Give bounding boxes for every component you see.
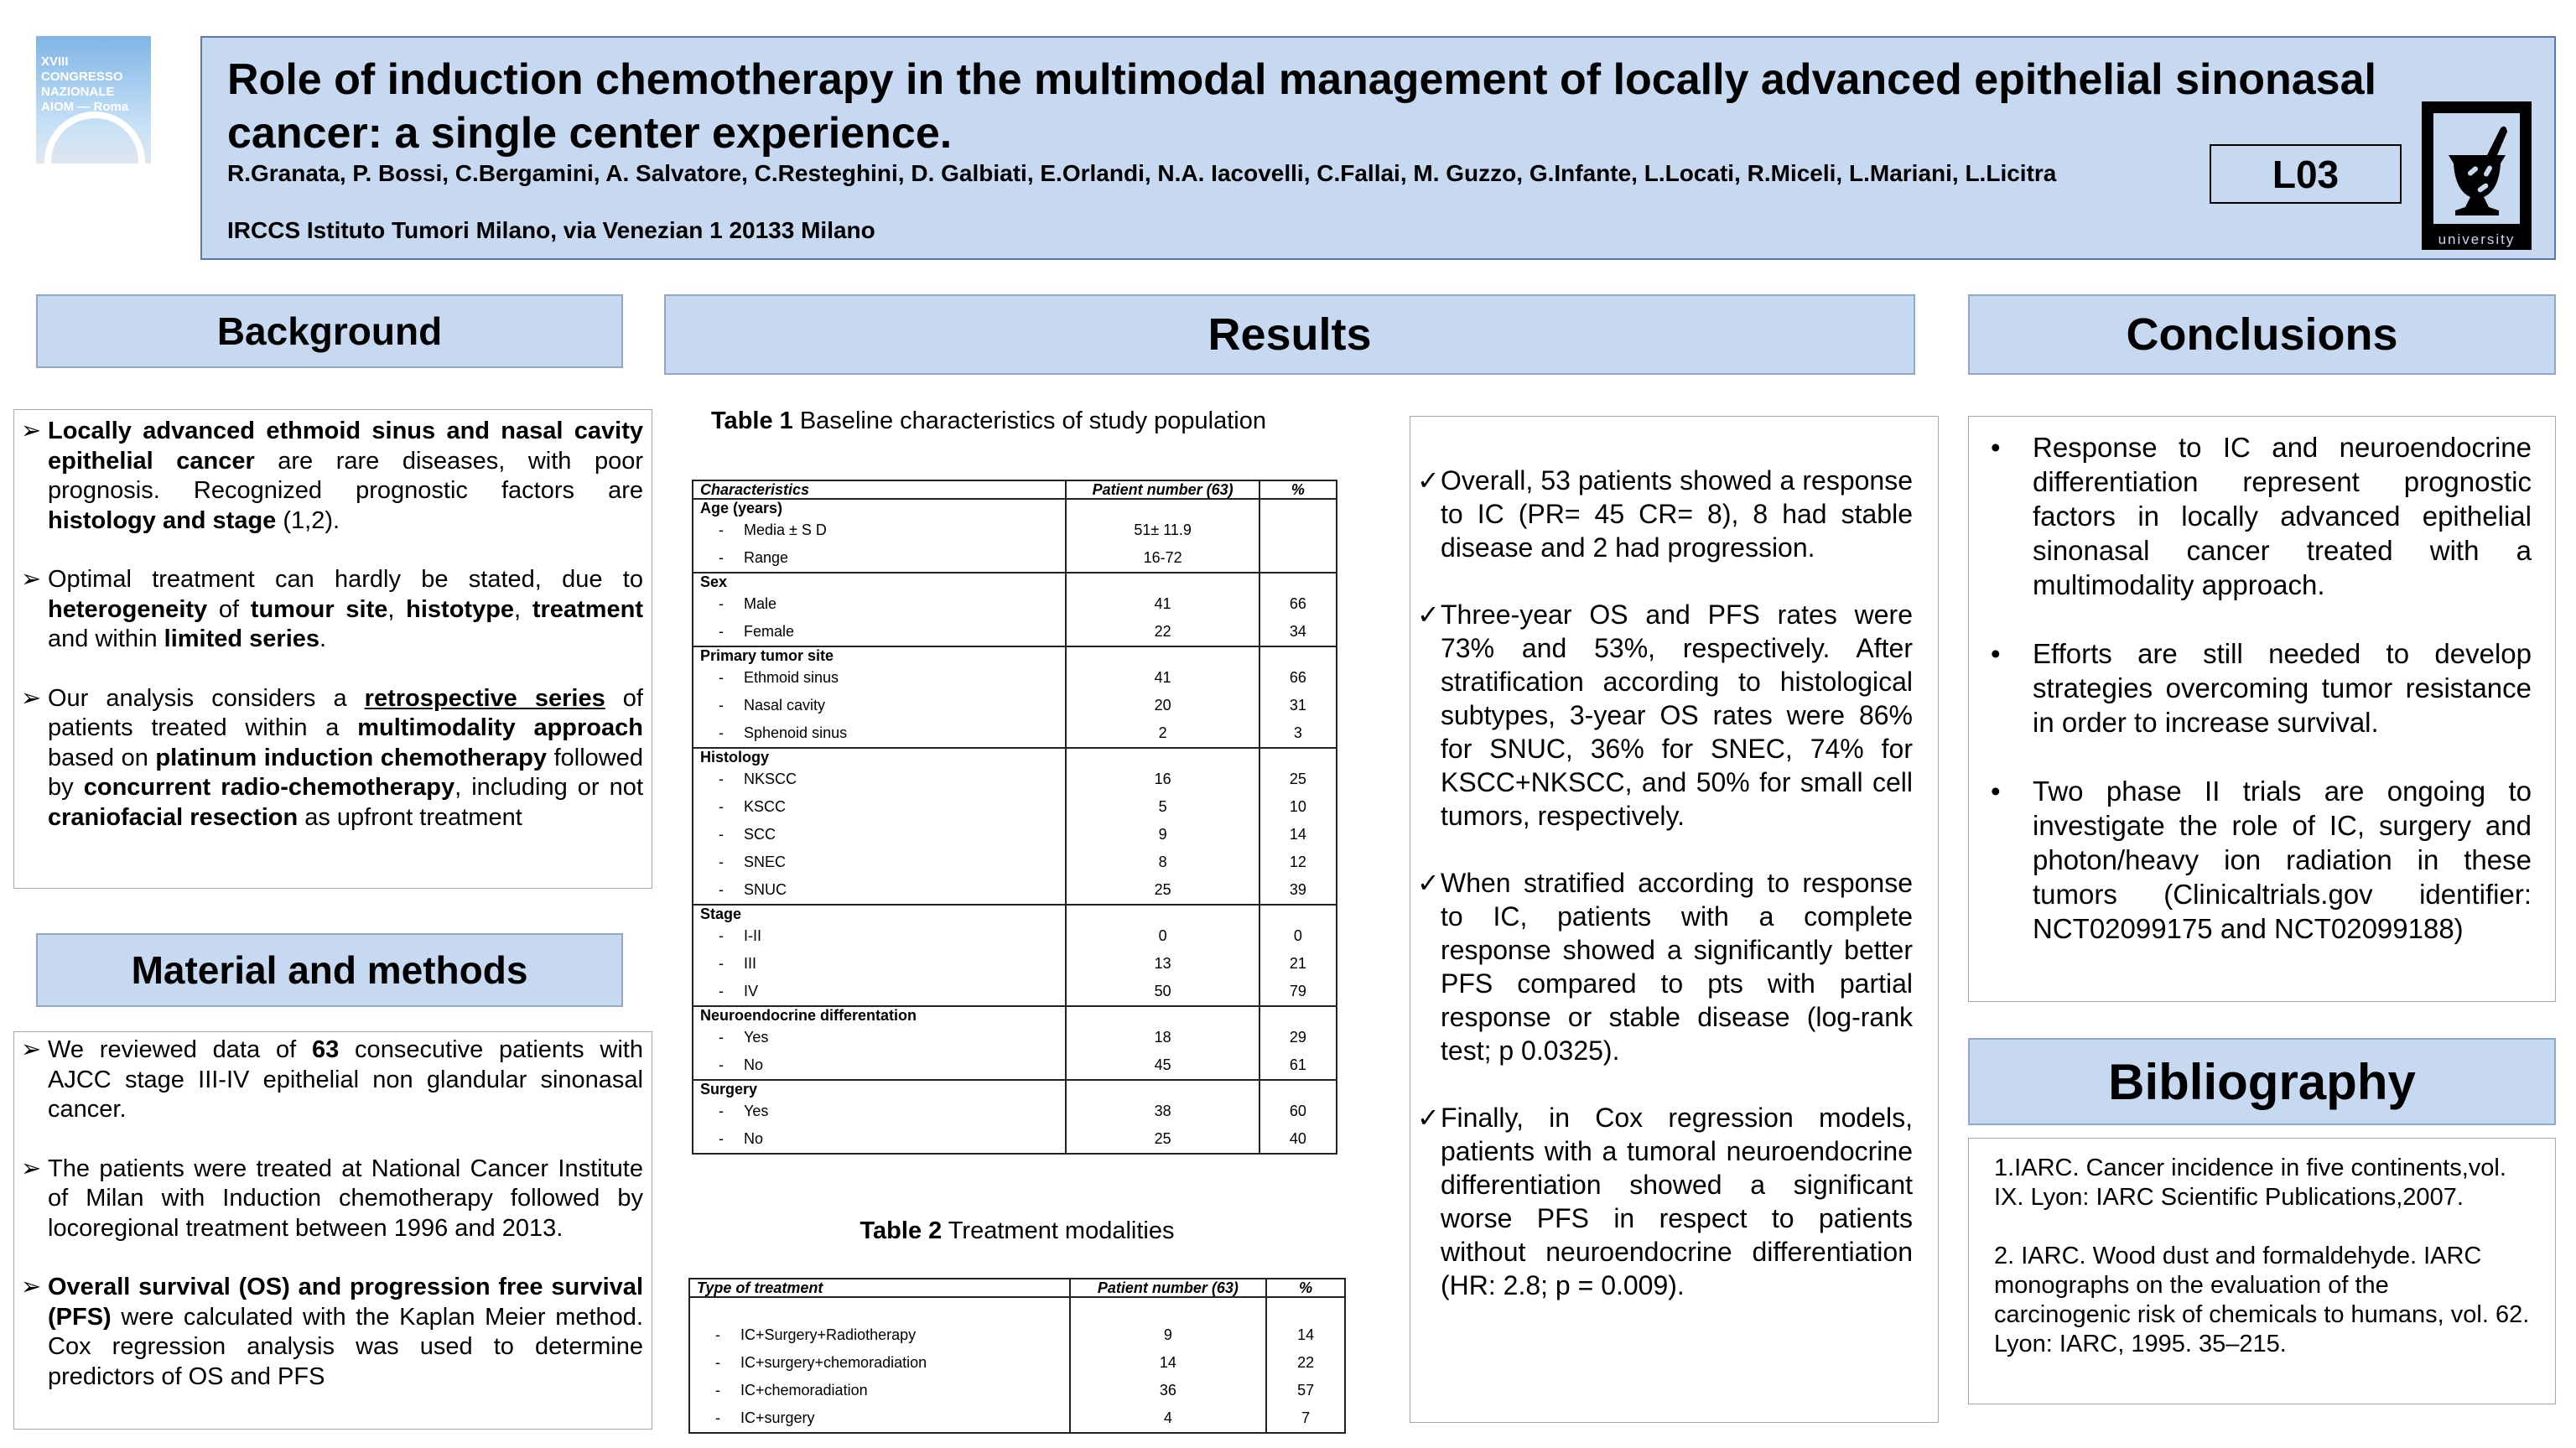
group-row	[693, 499, 1337, 516]
authors: R.Granata, P. Bossi, C.Bergamini, A. Salvatore, C.Resteghini, D. Galbiati, E.Orlandi, N.A. Iacovelli, C.Fallai, M. Guzzo, G.Infante, L.Locati, R.Miceli, L.Mariani, L.Licitra	[227, 160, 2057, 186]
row-label: IC+Surgery+Radiotherapy	[740, 1326, 917, 1343]
percent: 61	[1289, 1056, 1306, 1073]
percent: 21	[1289, 955, 1306, 972]
bullet-icon: •	[1991, 776, 2001, 807]
group-label: Age (years)	[693, 499, 1066, 516]
patient-number: 41	[1154, 669, 1171, 686]
bullet-paragraph	[14, 1273, 643, 1392]
percent: 22	[1297, 1354, 1315, 1371]
bullet-icon: ✓	[1417, 1103, 1440, 1133]
table-row: - I-II 0 0	[693, 922, 1337, 950]
text-run: (1,2).	[276, 506, 340, 534]
row-label: Male	[744, 595, 777, 612]
table-row: - Yes 18 29	[693, 1024, 1337, 1051]
table-row: - Yes 38 60	[693, 1098, 1337, 1125]
results-paragraphs	[1410, 464, 1913, 1302]
table-row: - Nasal cavity 20 31	[693, 692, 1337, 719]
row-label: KSCC	[744, 798, 787, 815]
percent: 66	[1289, 669, 1306, 686]
patient-number: 5	[1158, 798, 1167, 815]
bullet-icon: •	[1991, 638, 2001, 669]
group-label: Primary tumor site	[693, 646, 1066, 664]
text-run: followed by	[48, 744, 643, 801]
row-label: Yes	[744, 1029, 769, 1046]
text-run: When stratified according to response to IC, patients with a complete response showed a significantly better PFS compared to pts with partial response or stable disease (log-rank test; p 0.0325).	[1441, 868, 1913, 1066]
group-label: Histology	[693, 748, 1066, 766]
text-run: are rare diseases, with poor prognosis. Recognized prognostic factors are	[48, 447, 643, 504]
group-row	[693, 1080, 1337, 1098]
patient-number: 8	[1158, 854, 1167, 870]
group-label: Surgery	[693, 1080, 1066, 1098]
row-label: Ethmoid sinus	[744, 669, 839, 686]
methods-heading: Material and methods	[36, 933, 623, 1007]
bridge-arch	[44, 112, 145, 185]
data-table	[692, 480, 1337, 1155]
group-row	[693, 905, 1337, 922]
percent: 79	[1289, 983, 1306, 999]
bullet-paragraph	[14, 417, 643, 536]
table-row: - No 25 40	[693, 1125, 1337, 1154]
poster-title: Role of induction chemotherapy in the multimodal management of locally advanced epithelial sinonasal cancer: a single center experience.	[227, 55, 2376, 158]
bullet-icon: ✓	[1417, 868, 1440, 898]
row-label: Yes	[744, 1103, 769, 1119]
bullet-paragraph	[14, 684, 643, 833]
table-row: - IC+chemoradiation 36 57	[689, 1377, 1345, 1404]
text-run: The patients were treated at National Cancer Institute of Milan with Induction chemotherapy followed by locoregional treatment between 1996 and 2013.	[48, 1155, 643, 1242]
row-label: IC+chemoradiation	[740, 1382, 868, 1399]
table-row: - IC+surgery+chemoradiation 14 22	[689, 1349, 1345, 1377]
text-run: histology and stage	[48, 506, 277, 534]
text-run: consecutive patients with AJCC stage III-IV epithelial non glandular sinonasal cancer.	[48, 1036, 643, 1123]
bullet-paragraph	[14, 1155, 643, 1244]
conference-logo-text: XVIII CONGRESSO NAZIONALE AIOM — Roma	[41, 54, 129, 114]
text-run: treatment	[532, 595, 643, 623]
bibliography-heading: Bibliography	[1968, 1038, 2556, 1125]
data-table	[688, 1278, 1346, 1434]
bullet-paragraph	[14, 565, 643, 655]
university-logo	[2422, 101, 2532, 250]
row-label: Media ± S D	[744, 522, 827, 538]
text-run: multimodality approach	[357, 714, 643, 741]
patient-number: 9	[1158, 826, 1167, 843]
text-run: ,	[514, 595, 532, 623]
text-run: Three-year OS and PFS rates were 73% and 53%, respectively. After stratification according to histological subtypes, 3-year OS rates were 86% for SNUC, 36% for SNEC, 74% for KSCC+NKSCC, and 50% for small cell tumors, respectively.	[1441, 599, 1913, 831]
table-row: - NKSCC 16 25	[693, 766, 1337, 793]
background-heading: Background	[36, 294, 623, 368]
patient-number: 14	[1159, 1354, 1176, 1371]
bullet-paragraph	[1969, 636, 2532, 740]
percent: 0	[1293, 927, 1302, 944]
text-run: were calculated with the Kaplan Meier method. Cox regression analysis was used to determine predictors of OS and PFS	[48, 1303, 643, 1390]
percent: 66	[1289, 595, 1306, 612]
conclusions-paragraphs	[1969, 430, 2532, 946]
row-label: No	[744, 1130, 764, 1147]
row-label: SNUC	[744, 881, 787, 898]
table-row: - No 45 61	[693, 1051, 1337, 1080]
patient-number: 25	[1154, 1130, 1171, 1147]
text-run: tumour site	[250, 595, 388, 623]
group-row	[693, 1006, 1337, 1024]
percent: 40	[1289, 1130, 1306, 1147]
text-run: Efforts are still needed to develop strategies overcoming tumor resistance in order to increase survival.	[2033, 638, 2532, 738]
percent: 10	[1289, 798, 1306, 815]
table-row: - IV 50 79	[693, 978, 1337, 1006]
patient-number: 51± 11.9	[1134, 522, 1192, 538]
bullet-paragraph	[1410, 1101, 1913, 1302]
text-run: craniofacial resection	[48, 803, 299, 831]
table-row: - IC+Surgery+Radiotherapy 9 14	[689, 1321, 1345, 1349]
patient-number: 18	[1154, 1029, 1171, 1046]
column-header: Type of treatment	[689, 1279, 1070, 1297]
methods-paragraphs	[14, 1035, 643, 1392]
text-run: limited series	[164, 625, 320, 652]
bullet-icon: ➢	[21, 1036, 42, 1063]
percent: 12	[1289, 854, 1306, 870]
group-row	[693, 748, 1337, 766]
row-label: No	[744, 1056, 764, 1073]
row-label: Female	[744, 623, 795, 640]
patient-number: 22	[1154, 623, 1171, 640]
patient-number: 36	[1159, 1382, 1176, 1399]
table-row: - Ethmoid sinus 41 66	[693, 664, 1337, 692]
text-run: Our analysis considers a	[48, 684, 365, 712]
text-run: Response to IC and neuroendocrine differentiation represent prognostic factors in locally advanced epithelial sinonasal cancer treated with a multimodality approach.	[2033, 432, 2532, 600]
conference-logo	[36, 36, 151, 185]
table-row: - III 13 21	[693, 950, 1337, 978]
patient-number: 25	[1154, 881, 1171, 898]
percent: 29	[1289, 1029, 1306, 1046]
percent: 7	[1301, 1409, 1311, 1426]
table1-caption: Table 1 Baseline characteristics of study population	[711, 407, 1266, 434]
row-label: Sphenoid sinus	[744, 724, 848, 741]
background-paragraphs	[14, 417, 643, 833]
patient-number: 16	[1154, 771, 1171, 787]
patient-number: 4	[1163, 1409, 1172, 1426]
patient-number: 16-72	[1143, 549, 1182, 566]
logo-caption: university	[2438, 231, 2516, 247]
text-run: .	[319, 625, 327, 652]
patient-number: 41	[1154, 595, 1171, 612]
bullet-icon: ➢	[21, 418, 42, 444]
table2-caption: Table 2 Treatment modalities	[860, 1217, 1175, 1244]
bullet-icon: ✓	[1417, 465, 1440, 496]
column-header: Patient number (63)	[1066, 480, 1259, 499]
text-run: Optimal treatment can hardly be stated, due to	[48, 566, 643, 593]
results-heading: Results	[664, 294, 1915, 375]
text-run: Overall survival (OS) and progression free survival (PFS)	[48, 1274, 643, 1331]
percent: 57	[1297, 1382, 1315, 1399]
text-run: 63	[311, 1036, 340, 1063]
bullet-icon: ➢	[21, 566, 42, 593]
patient-number: 9	[1163, 1326, 1172, 1343]
text-run: based on	[48, 744, 156, 771]
patient-number: 50	[1154, 983, 1171, 999]
bullet-icon: ➢	[21, 684, 42, 712]
percent: 25	[1289, 771, 1306, 787]
conclusions-section	[1968, 416, 2556, 1002]
patient-number: 13	[1154, 955, 1171, 972]
row-label: SCC	[744, 826, 776, 843]
text-run: of patients treated within a	[48, 684, 643, 741]
row-label: IC+surgery	[740, 1409, 815, 1426]
text-run: heterogeneity	[48, 595, 208, 623]
table-row: - SNUC 25 39	[693, 876, 1337, 905]
row-label: IC+surgery+chemoradiation	[740, 1354, 927, 1371]
text-run: retrospective series	[364, 684, 605, 712]
table-row: - KSCC 5 10	[693, 793, 1337, 821]
group-row	[689, 1297, 1345, 1321]
patient-number: 20	[1154, 697, 1171, 714]
text-run: of	[207, 595, 251, 623]
percent: 34	[1289, 623, 1306, 640]
table-row: - Range 16-72	[693, 544, 1337, 573]
bullet-icon: ✓	[1417, 599, 1440, 630]
bullet-paragraph	[14, 1035, 643, 1125]
bullet-paragraph	[1969, 430, 2532, 602]
text-run: Finally, in Cox regression models, patients with a tumoral neuroendocrine differentiation showed a significant worse PFS in respect to patients without neuroendocrine differentiation (HR: 2.8; p = 0.009).	[1441, 1103, 1913, 1300]
patient-number: 0	[1158, 927, 1167, 944]
row-label: SNEC	[744, 854, 787, 870]
text-run: ,	[387, 595, 407, 623]
results-findings	[1410, 416, 1939, 1423]
column-header: %	[1266, 1279, 1345, 1297]
group-row	[693, 646, 1337, 664]
column-header: Characteristics	[693, 480, 1066, 499]
conclusions-heading: Conclusions	[1968, 294, 2556, 375]
table2	[688, 1278, 1346, 1434]
bibliography-item: 2. IARC. Wood dust and formaldehyde. IARC monographs on the evaluation of the carcinogenic risk of chemicals to humans, vol. 62. Lyon: IARC, 1995. 35–215.	[1994, 1243, 2530, 1357]
bullet-icon: •	[1991, 432, 2001, 463]
bibliography-section	[1968, 1138, 2556, 1404]
row-label: Range	[744, 549, 789, 566]
methods-section	[13, 1031, 652, 1430]
bullet-paragraph	[1410, 598, 1913, 833]
group-label	[689, 1297, 1070, 1321]
percent: 14	[1289, 826, 1306, 843]
bullet-paragraph	[1410, 866, 1913, 1067]
text-run: concurrent radio-chemotherapy	[83, 774, 455, 801]
table-row: - Media ± S D 51± 11.9	[693, 516, 1337, 544]
column-header: Patient number (63)	[1070, 1279, 1267, 1297]
background-section	[13, 409, 652, 889]
table-row: - Male 41 66	[693, 590, 1337, 618]
table-row: - Female 22 34	[693, 618, 1337, 646]
poster-header	[200, 36, 2556, 260]
row-label: I-II	[744, 927, 761, 944]
group-label: Neuroendocrine differentation	[693, 1006, 1066, 1024]
percent: 31	[1289, 697, 1306, 714]
table1	[692, 480, 1337, 1155]
table-row: - SNEC 8 12	[693, 849, 1337, 876]
bibliography-item: 1.IARC. Cancer incidence in five continents,vol. IX. Lyon: IARC Scientific Publications,2007.	[1994, 1155, 2506, 1211]
row-label: IV	[744, 983, 759, 999]
text-run: platinum induction chemotherapy	[155, 744, 548, 771]
table-row: - SCC 9 14	[693, 821, 1337, 849]
text-run: Overall, 53 patients showed a response to IC (PR= 45 CR= 8), 8 had stable disease and 2 had progression.	[1441, 465, 1913, 563]
table-row: - IC+surgery 4 7	[689, 1404, 1345, 1433]
affiliation: IRCCS Istituto Tumori Milano, via Venezian 1 20133 Milano	[227, 217, 875, 243]
row-label: III	[744, 955, 757, 972]
bullet-icon: ➢	[21, 1274, 42, 1300]
percent: 39	[1289, 881, 1306, 898]
mortar-pestle-icon	[2433, 113, 2520, 224]
percent: 60	[1289, 1103, 1306, 1119]
text-run: , including or not	[454, 774, 643, 801]
text-run: histotype	[406, 595, 515, 623]
percent: 14	[1297, 1326, 1315, 1343]
poster-code: L03	[2210, 144, 2402, 204]
text-run: Locally advanced ethmoid sinus and nasal cavity epithelial cancer	[48, 418, 643, 475]
patient-number: 38	[1154, 1103, 1171, 1119]
row-label: Nasal cavity	[744, 697, 826, 714]
group-label: Sex	[693, 573, 1066, 590]
text-run: We reviewed data of	[48, 1036, 312, 1063]
bullet-icon: ➢	[21, 1155, 42, 1182]
text-run: as upfront treatment	[298, 803, 522, 831]
group-label: Stage	[693, 905, 1066, 922]
patient-number: 2	[1158, 724, 1167, 741]
bullet-paragraph	[1969, 774, 2532, 946]
group-row	[693, 573, 1337, 590]
column-header: %	[1259, 480, 1337, 499]
table-row: - Sphenoid sinus 2 3	[693, 719, 1337, 748]
patient-number: 45	[1154, 1056, 1171, 1073]
bullet-paragraph	[1410, 464, 1913, 564]
row-label: NKSCC	[744, 771, 797, 787]
text-run: and within	[48, 625, 164, 652]
text-run: Two phase II trials are ongoing to investigate the role of IC, surgery and photon/heavy ion radiation in these tumors (Clinicaltrials.gov identifier: NCT02099175 and NCT02099188)	[2033, 776, 2532, 944]
percent: 3	[1293, 724, 1302, 741]
